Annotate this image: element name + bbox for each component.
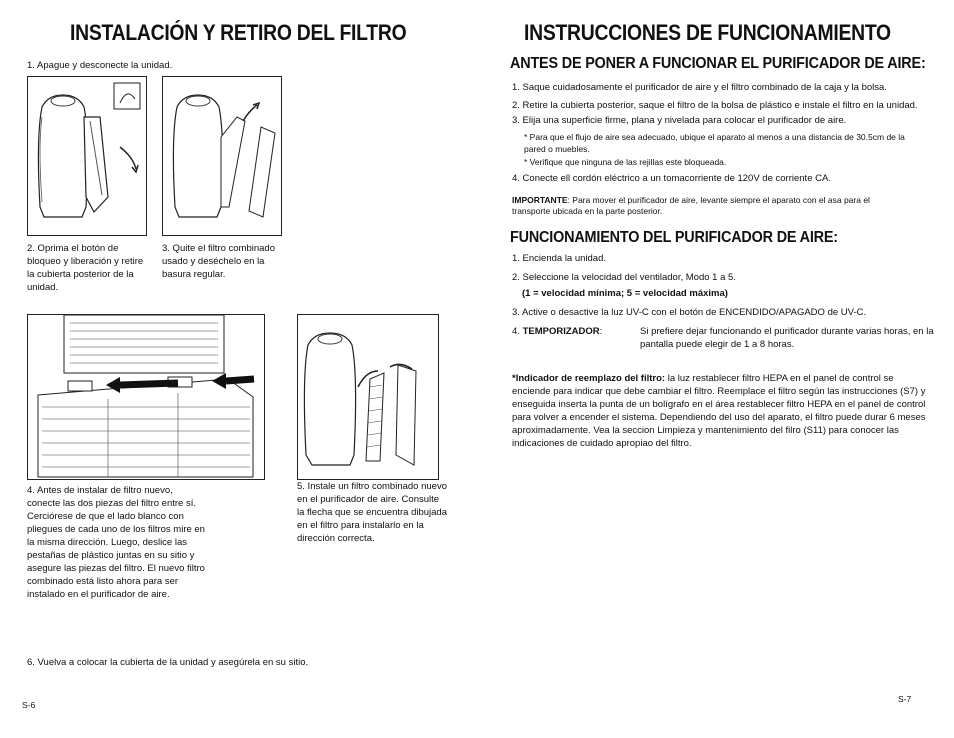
important-note: [512, 195, 882, 217]
section-operation-heading: FUNCIONAMIENTO DEL PURIFICADOR DE AIRE:: [510, 229, 838, 246]
important-label: IMPORTANTE: [512, 195, 568, 205]
page-number-right: S-7: [898, 694, 912, 704]
timer-label: TEMPORIZADOR: [522, 326, 600, 337]
left-page-title: INSTALACIÓN Y RETIRO DEL FILTRO: [70, 20, 407, 45]
prep-step-3: 3. Elija una superficie firme, plana y nivelada para colocar el purificador de aire.: [512, 115, 847, 126]
step-5-text: 5. Instale un filtro combinado nuevo en el purificador de aire. Consulte la flecha que se encuentra dibujada en el filtro para instalarlo en la dirección correcta.: [297, 481, 448, 544]
op-step-4-label: [512, 325, 602, 338]
prep-note-distance: * Para que el flujo de aire sea adecuado, ubique el aparato al menos a una distancia de 30.5cm de la pared o muebles.: [524, 132, 905, 154]
op-step-2-note: (1 = velocidad mínima; 5 = velocidad máxima): [522, 288, 728, 299]
figure-connect-filters: [27, 314, 265, 480]
step-3-text: 3. Quite el filtro combinado usado y deséchelo en la basura regular.: [162, 243, 276, 280]
page-number-left: S-6: [22, 700, 36, 710]
section-before-operating-heading: ANTES DE PONER A FUNCIONAR EL PURIFICADOR DE AIRE:: [510, 55, 926, 72]
figure-remove-filter: [162, 76, 282, 236]
step-1-text: 1. Apague y desconecte la unidad.: [27, 60, 173, 71]
op-step-2: 2. Seleccione la velocidad del ventilador, Modo 1 a 5.: [512, 272, 736, 283]
right-page-title: INSTRUCCIONES DE FUNCIONAMIENTO: [524, 20, 891, 45]
op-step-3: 3. Active o desactive la luz UV-C con el botón de ENCENDIDO/APAGADO de UV-C.: [512, 307, 867, 318]
timer-colon: :: [599, 326, 603, 337]
prep-note-vents: * Verifique que ninguna de las rejillas este bloqueada.: [524, 157, 727, 167]
step-6-text: 6. Vuelva a colocar la cubierta de la unidad y asegúrela en su sitio.: [27, 657, 309, 668]
figure-install-filter: [297, 314, 439, 480]
op-step-4-number: 4.: [512, 326, 523, 337]
important-text: : Para mover el purificador de aire, levante siempre el aparato con el asa para el transporte ubicada en la parte posterior.: [512, 195, 870, 216]
filter-indicator-label: *Indicador de reemplazo del filtro:: [512, 373, 666, 384]
op-step-4-text: Si prefiere dejar funcionando el purificador durante varias horas, en la pantalla puede elegir de 1 a 8 horas.: [640, 326, 934, 350]
prep-step-2: 2. Retire la cubierta posterior, saque el filtro de la bolsa de plástico e instale el filtro en la unidad.: [512, 100, 918, 111]
prep-step-1: 1. Saque cuidadosamente el purificador de aire y el filtro combinado de la caja y la bolsa.: [512, 82, 887, 93]
filter-indicator-text: la luz restablecer filtro HEPA en el panel de control se enciende para indicar que debe cambiar el filtro. Reemplace el filtro según las instrucciones (S7) y enseguida inserta la punta de un bolígrafo en el área restablecer filtro HEPA en el panel de control para volver a encender el sistema. Dependiendo del uso del aparato, el filtro puede durar 6 meses aproximadamente. Vea la seccion Limpieza y mantenimiento del filro (S11) para conocer las indicaciones de cuidado apropiao del filtro.: [512, 373, 926, 449]
op-step-1: 1. Encienda la unidad.: [512, 253, 607, 264]
figure-remove-cover: [27, 76, 147, 236]
prep-step-4: 4. Conecte ell cordón eléctrico a un tomacorriente de 120V de corriente CA.: [512, 173, 831, 184]
step-4-text: 4. Antes de instalar de filtro nuevo, conecte las dos piezas del filtro entre sí. Cerciórese de que el lado blanco con pliegues de cada uno de los filtros mire en la misma dirección. Luego, deslice las pestañas de plástico juntas en su sitio y asegure las piezas del filtro. El nuevo filtro combinado está listo ahora para ser instalado en el purificador de aire.: [27, 485, 205, 600]
step-2-text: 2. Oprima el botón de bloqueo y liberación y retire la cubierta posterior de la unidad.: [27, 243, 144, 293]
filter-indicator-paragraph: [512, 372, 927, 450]
